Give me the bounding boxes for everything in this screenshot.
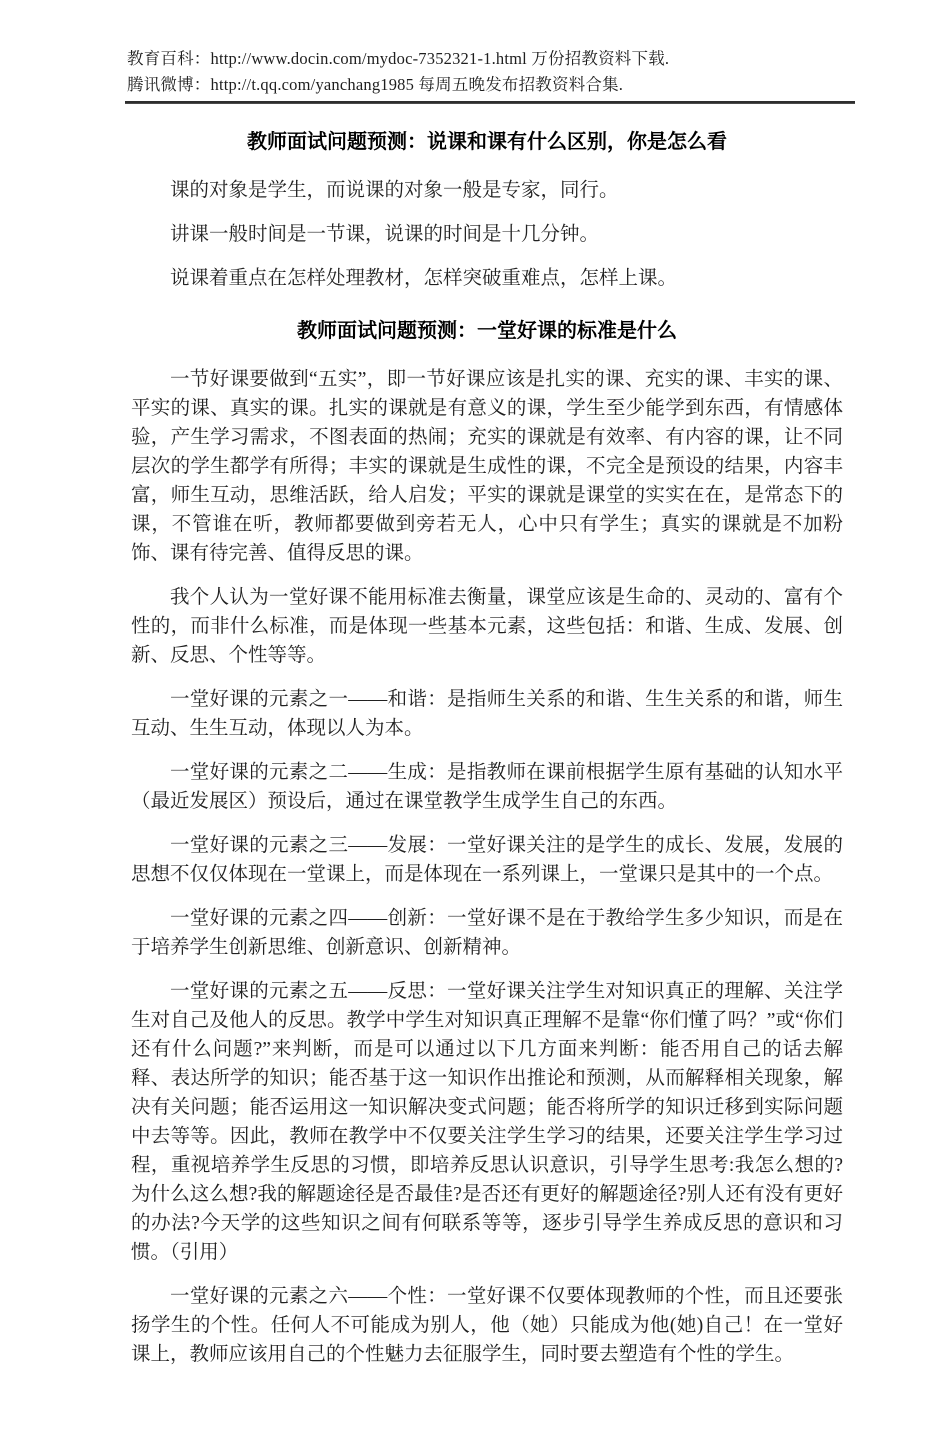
document-body xyxy=(131,130,843,1444)
section-2-paragraph-3: 一堂好课的元素之一——和谐：是指师生关系的和谐、生生关系的和谐，师生互动、生生互动，体现以人为本。 xyxy=(131,689,843,739)
section-2-paragraph-8: 一堂好课的元素之六——个性：一堂好课不仅要体现教师的个性，而且还要张扬学生的个性。任何人不可能成为别人，他（她）只能成为他(她)自己！在一堂好课上，教师应该用自己的个性魅力去征服学生，同时要去塑造有个性的学生。 xyxy=(131,1286,843,1365)
section-2-paragraph-4: 一堂好课的元素之二——生成：是指教师在课前根据学生原有基础的认知水平（最近发展区）预设后，通过在课堂教学生成学生自己的东西。 xyxy=(131,762,843,812)
section-1-paragraph-1: 课的对象是学生，而说课的对象一般是专家，同行。 xyxy=(170,180,619,201)
header-rule xyxy=(125,101,855,104)
section-1-title: 教师面试问题预测：说课和课有什么区别，你是怎么看 xyxy=(247,131,727,153)
section-1-paragraph-2: 讲课一般时间是一节课，说课的时间是十几分钟。 xyxy=(170,224,600,245)
header-line-docin: 教育百科：http://www.docin.com/mydoc-7352321-1.html 万份招教资料下载. xyxy=(127,49,670,68)
section-1-paragraph-3: 说课着重点在怎样处理教材，怎样突破重难点，怎样上课。 xyxy=(170,268,678,289)
section-2-paragraph-2: 我个人认为一堂好课不能用标准去衡量，课堂应该是生命的、灵动的、富有个性的，而非什么标准，而是体现一些基本元素，这些包括：和谐、生成、发展、创新、反思、个性等等。 xyxy=(131,587,843,666)
header-line-weibo: 腾讯微博：http://t.qq.com/yanchang1985 每周五晚发布招教资料合集. xyxy=(127,75,624,94)
section-2-paragraph-5: 一堂好课的元素之三——发展：一堂好课关注的是学生的成长、发展，发展的思想不仅仅体现在一堂课上，而是体现在一系列课上，一堂课只是其中的一个点。 xyxy=(131,835,843,885)
page-header xyxy=(0,0,950,98)
section-2-paragraph-1: 一节好课要做到“五实”，即一节好课应该是扎实的课、充实的课、丰实的课、平实的课、真实的课。扎实的课就是有意义的课，学生至少能学到东西，有情感体验，产生学习需求，不图表面的热闹；充实的课就是有效率、有内容的课，让不同层次的学生都学有所得；丰实的课就是生成性的课，不完全是预设的结果，内容丰富，师生互动，思维活跃，给人启发；平实的课就是课堂的实实在在，是常态下的课，不管谁在听，教师都要做到旁若无人，心中只有学生；真实的课就是不加粉饰、课有待完善、值得反思的课。 xyxy=(131,369,843,564)
section-2-paragraph-7: 一堂好课的元素之五——反思：一堂好课关注学生对知识真正的理解、关注学生对自己及他人的反思。教学中学生对知识真正理解不是靠“你们懂了吗？”或“你们还有什么问题?”来判断，而是可以通过以下几方面来判断：能否用自己的话去解释、表达所学的知识；能否基于这一知识作出推论和预测，从而解释相关现象，解决有关问题；能否运用这一知识解决变式问题；能否将所学的知识迁移到实际问题中去等等。因此，教师在教学中不仅要关注学生学习的结果，还要关注学生学习过程，重视培养学生反思的习惯，即培养反思认识意识，引导学生思考:我怎么想的?为什么这么想?我的解题途径是否最佳?是否还有更好的解题途径?别人还有没有更好的办法?今天学的这些知识之间有何联系等等，逐步引导学生养成反思的意识和习惯。（引用） xyxy=(131,981,843,1263)
section-2-title: 教师面试问题预测：一堂好课的标准是什么 xyxy=(297,320,677,342)
section-2-paragraph-6: 一堂好课的元素之四——创新：一堂好课不是在于教给学生多少知识，而是在于培养学生创新思维、创新意识、创新精神。 xyxy=(131,908,843,958)
